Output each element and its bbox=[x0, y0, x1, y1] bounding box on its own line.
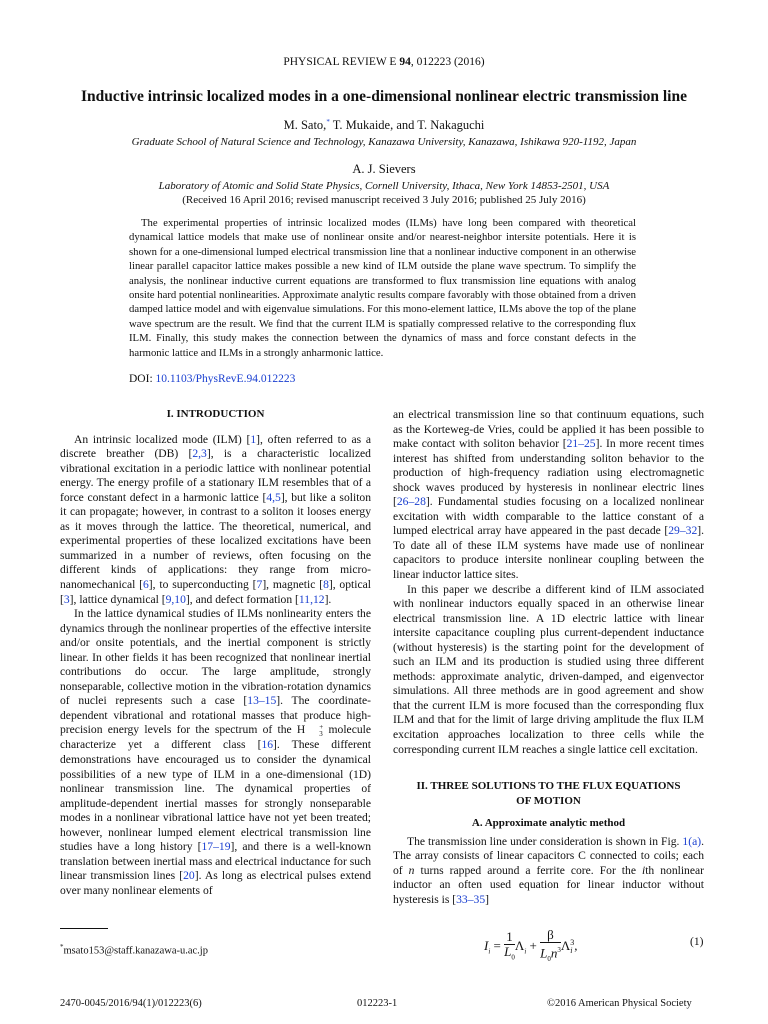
citation-link[interactable]: 20 bbox=[183, 869, 195, 883]
citation-link[interactable]: 4,5 bbox=[266, 490, 281, 504]
paragraph-3: an electrical transmission line so that continuum equations, such as the Korteweg-de Vries, could be applied it has been possible to make contact with soliton behavior [21–25]. In more recent times interest has shifted from understanding soliton behavior to the production of high-frequency radiation using electromagnetic shock waves produced by hysteresis in nonlinear electric lines [26–28]. Fundamental studies focusing on a localized nonlinear excitation with width comparable to the lattice constant of a lumped electrical array have appeared in the past decade [29–32]. To date all of these ILM systems have made use of nonlinear capacitors to produce intersite nonlinear coupling between the linear inductor lattice sites. bbox=[393, 408, 704, 582]
left-column bbox=[60, 408, 372, 899]
right-column bbox=[393, 408, 704, 908]
citation-link[interactable]: 26–28 bbox=[396, 495, 426, 509]
citation-link[interactable]: 3 bbox=[63, 592, 70, 606]
author-footnote-link[interactable]: * bbox=[326, 118, 330, 126]
doi-link[interactable]: 10.1103/PhysRevE.94.012223 bbox=[155, 373, 296, 385]
citation-link[interactable]: 29–32 bbox=[668, 524, 698, 538]
citation-link[interactable]: 6 bbox=[143, 578, 149, 592]
citation-link[interactable]: 7 bbox=[256, 578, 263, 592]
citation-link[interactable]: 2,3 bbox=[192, 447, 207, 461]
journal-header: PHYSICAL REVIEW E 94, 012223 (2016) bbox=[283, 56, 485, 68]
section-heading-introduction: I. INTRODUCTION bbox=[166, 408, 265, 420]
author-list-2: A. J. Sievers bbox=[352, 162, 416, 176]
citation-link[interactable]: 1 bbox=[250, 432, 257, 446]
received-dates: (Received 16 April 2016; revised manuscript received 3 July 2016; published 25 July 2016) bbox=[182, 194, 586, 206]
affiliation-2: Laboratory of Atomic and Solid State Physics, Cornell University, Ithaca, New York 14853-2501, USA bbox=[158, 180, 610, 192]
citation-link[interactable]: 13–15 bbox=[247, 694, 277, 708]
footer-copyright: ©2016 American Physical Society bbox=[547, 998, 692, 1009]
subsection-heading-analytic: A. Approximate analytic method bbox=[471, 817, 626, 830]
citation-link[interactable]: 8 bbox=[323, 578, 329, 592]
author-email[interactable]: msato153@staff.kanazawa-u.ac.jp bbox=[63, 945, 208, 957]
paragraph-5: The transmission line under consideration is shown in Fig. 1(a). The array consists of linear capacitors C connected to coils; each of n turns rapped around a ferrite core. For the ith nonlinear inductor an often used equation for linear inductor without hysteresis is [33–35] bbox=[393, 834, 705, 906]
citation-link[interactable]: 9,10 bbox=[165, 592, 186, 606]
equation-1: $I_i$ = $\frac{1}{L_0}$ $\Lambda_i$ + $\frac{\beta}{L_0n^3}$ Λ 3 i , bbox=[484, 927, 578, 963]
footer-issn: 2470-0045/2016/94(1)/012223(6) bbox=[60, 998, 202, 1009]
footnote: *msato153@staff.kanazawa-u.ac.jp bbox=[60, 943, 208, 957]
citation-link[interactable]: 16 bbox=[261, 738, 274, 752]
citation-link[interactable]: 11,12 bbox=[298, 592, 325, 606]
section-heading-three-solutions: II. THREE SOLUTIONS TO THE FLUX EQUATIONS OF MOTION bbox=[416, 780, 681, 807]
citation-link[interactable]: 17–19 bbox=[201, 840, 231, 854]
doi: DOI: 10.1103/PhysRevE.94.012223 bbox=[129, 373, 296, 385]
equation-number: (1) bbox=[690, 936, 704, 948]
affiliation-1: Graduate School of Natural Science and Technology, Kanazawa University, Kanazawa, Ishikawa 920-1192, Japan bbox=[131, 136, 637, 148]
abstract: The experimental properties of intrinsic localized modes (ILMs) have long been compared with theoretical dynamical lattice models that make use of nonlinear onsite and/or nearest-neighbor intersite potentials. Here it is shown for a one-dimensional lumped electrical transmission line that a nonlinear inductive component in an otherwise linear parallel capacitor lattice makes possible a new kind of ILM outside the plane wave spectrum. To simplify the analysis, the nonlinear inductive current equations are transformed to flux transmission line equations with analog onsite hard potential nonlinearities. Approximate analytic results compare favorably with those obtained from a driven damped lattice model and with eigenvalue simulations. For this mono-element lattice, ILMs above the top of the plane wave spectrum are the result. We find that the current ILM is spatially compressed relative to the corresponding flux ILM. Finally, this study makes the connection between the dynamics of mass and force constant defects in the harmonic lattice and ILMs in a strongly anharmonic lattice. bbox=[129, 217, 636, 359]
citation-link[interactable]: 33–35 bbox=[456, 892, 486, 906]
author-list-1: M. Sato,* T. Mukaide, and T. Nakaguchi bbox=[283, 118, 485, 133]
volume: 94 bbox=[399, 56, 411, 68]
citation-link[interactable]: 21–25 bbox=[566, 437, 596, 451]
paragraph-2: In the lattice dynamical studies of ILMs nonlinearity enters the dynamics through the nonlinear properties of the effective intersite and/or onsite potentials, and the inertial component is strictly linear. In other fields it has been recognized that nonlinear inertial contributions do occur. The large amplitude, strongly nonseparable, collective motion in the vibration-rotation dynamics of nuclei represents such a case [13–15]. The coordinate-dependent vibrational and rotational masses that produce high-precision energy levels for the spectrum of the H + 3 molecule characterize yet a different class [16]. These different demonstrations have encouraged us to consider the dynamical possibilities of a new type of ILM in a one-dimensional (1D) nonlinear transmission line. The dynamical properties of amplitude-dependent inertial masses for strongly nonseparable modes in a nonlinear vibrational lattice have not yet been treated; however, nonlinear lumped element electrical transmission line studies have a long history [17–19], and there is a well-known translation between inertial mass and electrical inductance for such linear transmission lines [20]. As long as electrical pulses extend over many nonlinear elements of bbox=[60, 607, 372, 897]
footnote-rule bbox=[60, 928, 108, 929]
paragraph-4: In this paper we describe a different kind of ILM associated with nonlinear inductors equally spaced in an otherwise linear electrical transmission line. A 1D electric lattice with linear intersite capacitance coupling plus current-dependent inductance (without hysteresis) is the starting point for the development of such an ILM and its production is studied using three different methods: approximate analytic, driven-damped, and eigenvector simulations. All three methods are in good agreement and show that the current ILM is more focused than the corresponding flux ILM and that for the limit of large driving amplitude the flux ILM excitation approaches localization to three cells while the corresponding current ILM reaches a single lattice cell excitation. bbox=[393, 582, 704, 756]
footer-page-id: 012223-1 bbox=[357, 998, 398, 1009]
paragraph-1: An intrinsic localized mode (ILM) [1], often referred to as a discrete breather (DB) [2,3], is a characteristic localized vibrational excitation in a periodic lattice with nonlinear potential energy. The energy profile of a stationary ILM resembles that of a force constant defect in a harmonic lattice [4,5], but like a soliton it can propagate; however, in contrast to a soliton it looses energy as it moves through the lattice. The theoretical, numerical, and experimental properties of these localized excitations have been summarized in a number of reviews, often focusing on the different kinds of applications: they range from micro-nanomechanical [6], to superconducting [7], magnetic [8], optical [3], lattice dynamical [9,10], and defect formation [11,12]. bbox=[60, 432, 372, 606]
figure-link[interactable]: 1(a) bbox=[682, 834, 702, 848]
paper-title: Inductive intrinsic localized modes in a one-dimensional nonlinear electric transmission line bbox=[81, 88, 687, 105]
